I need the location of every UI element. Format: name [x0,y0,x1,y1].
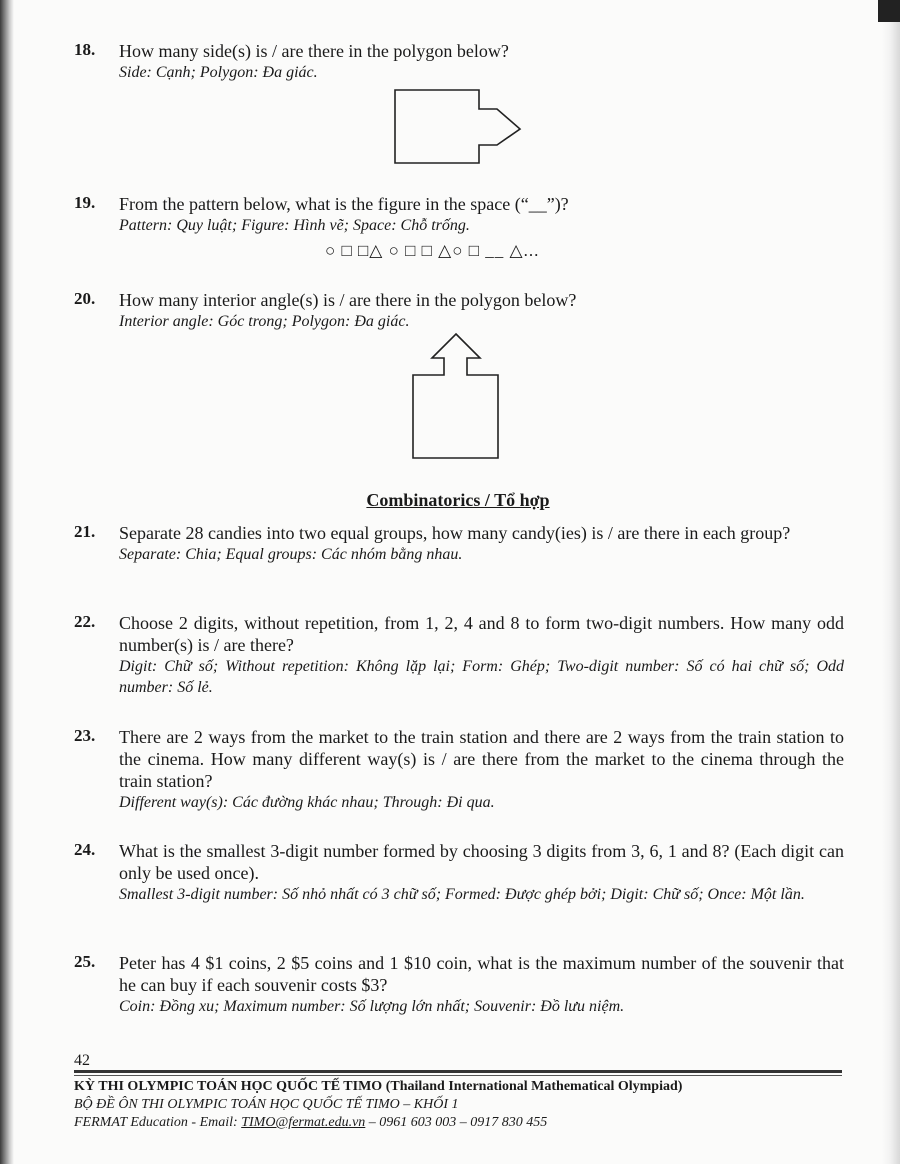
polygon-figure-q18 [394,89,524,167]
question-translation: Pattern: Quy luật; Figure: Hình vẽ; Space: Chỗ trống. [119,217,470,234]
question-translation: Different way(s): Các đường khác nhau; Through: Đi qua. [119,794,495,811]
scan-corner-mark [878,0,900,22]
question-number: 22. [74,612,96,631]
question-number: 18. [74,40,96,59]
scan-shadow-left [0,0,14,1164]
question-text: There are 2 ways from the market to the train station and there are 2 ways from the train station to the cinema. How many different way(s) is / are there from the market to the cinema through the train station? [119,727,844,791]
question-18 [74,40,844,83]
question-translation: Interior angle: Góc trong; Polygon: Đa giác. [119,313,410,330]
question-21 [74,522,844,565]
shape-pattern: ○ □ □△ ○ □ □ △○ □ __ △... [325,241,540,260]
footer-divider-thin [74,1075,842,1076]
question-22 [74,612,844,698]
question-text: What is the smallest 3-digit number formed by choosing 3 digits from 3, 6, 1 and 8? (Each digit can only be used once). [119,841,844,883]
section-title-text: Combinatorics / Tổ hợp [366,490,550,510]
footer [74,1078,854,1132]
footer-contact-prefix: FERMAT Education - Email: [74,1115,242,1130]
page-number: 42 [74,1052,90,1069]
question-translation: Coin: Đồng xu; Maximum number: Số lượng lớn nhất; Souvenir: Đồ lưu niệm. [119,998,625,1015]
question-24 [74,840,844,905]
footer-line-book: BỘ ĐỀ ÔN THI OLYMPIC TOÁN HỌC QUỐC TẾ TIMO – KHỐI 1 [74,1097,459,1112]
question-text: From the pattern below, what is the figure in the space (“__”)? [119,194,569,214]
question-text: How many interior angle(s) is / are there in the polygon below? [119,290,577,310]
question-translation: Side: Cạnh; Polygon: Đa giác. [119,64,318,81]
question-text: How many side(s) is / are there in the polygon below? [119,41,509,61]
footer-line-contest: KỲ THI OLYMPIC TOÁN HỌC QUỐC TẾ TIMO (Thailand International Mathematical Olympiad) [74,1079,683,1094]
question-number: 25. [74,952,96,971]
footer-email-link[interactable]: TIMO@fermat.edu.vn [241,1115,366,1130]
footer-phone-numbers: – 0961 603 003 – 0917 830 455 [365,1115,548,1130]
question-number: 24. [74,840,96,859]
footer-divider [74,1070,842,1073]
question-translation: Smallest 3-digit number: Số nhỏ nhất có 3 chữ số; Formed: Được ghép bởi; Digit: Chữ số; Once: Một lần. [119,886,805,903]
question-19 [74,193,844,236]
question-number: 19. [74,193,96,212]
question-number: 23. [74,726,96,745]
question-text: Separate 28 candies into two equal groups, how many candy(ies) is / are there in each group? [119,523,791,543]
question-25 [74,952,844,1017]
section-title [0,490,900,511]
question-translation: Separate: Chia; Equal groups: Các nhóm bằng nhau. [119,546,463,563]
footer-line-contact [74,1114,854,1132]
scan-shadow-right [882,0,900,1164]
polygon-figure-q20 [410,332,502,462]
question-20 [74,289,844,332]
question-23 [74,726,844,813]
question-translation: Digit: Chữ số; Without repetition: Không lặp lại; Form: Ghép; Two-digit number: Số có hai chữ số; Odd number: Số lẻ. [119,658,844,696]
question-text: Peter has 4 $1 coins, 2 $5 coins and 1 $10 coin, what is the maximum number of the souvenir that he can buy if each souvenir costs $3? [119,953,844,995]
question-number: 20. [74,289,96,308]
question-text: Choose 2 digits, without repetition, from 1, 2, 4 and 8 to form two-digit numbers. How many odd number(s) is / are there? [119,613,844,655]
question-number: 21. [74,522,96,541]
